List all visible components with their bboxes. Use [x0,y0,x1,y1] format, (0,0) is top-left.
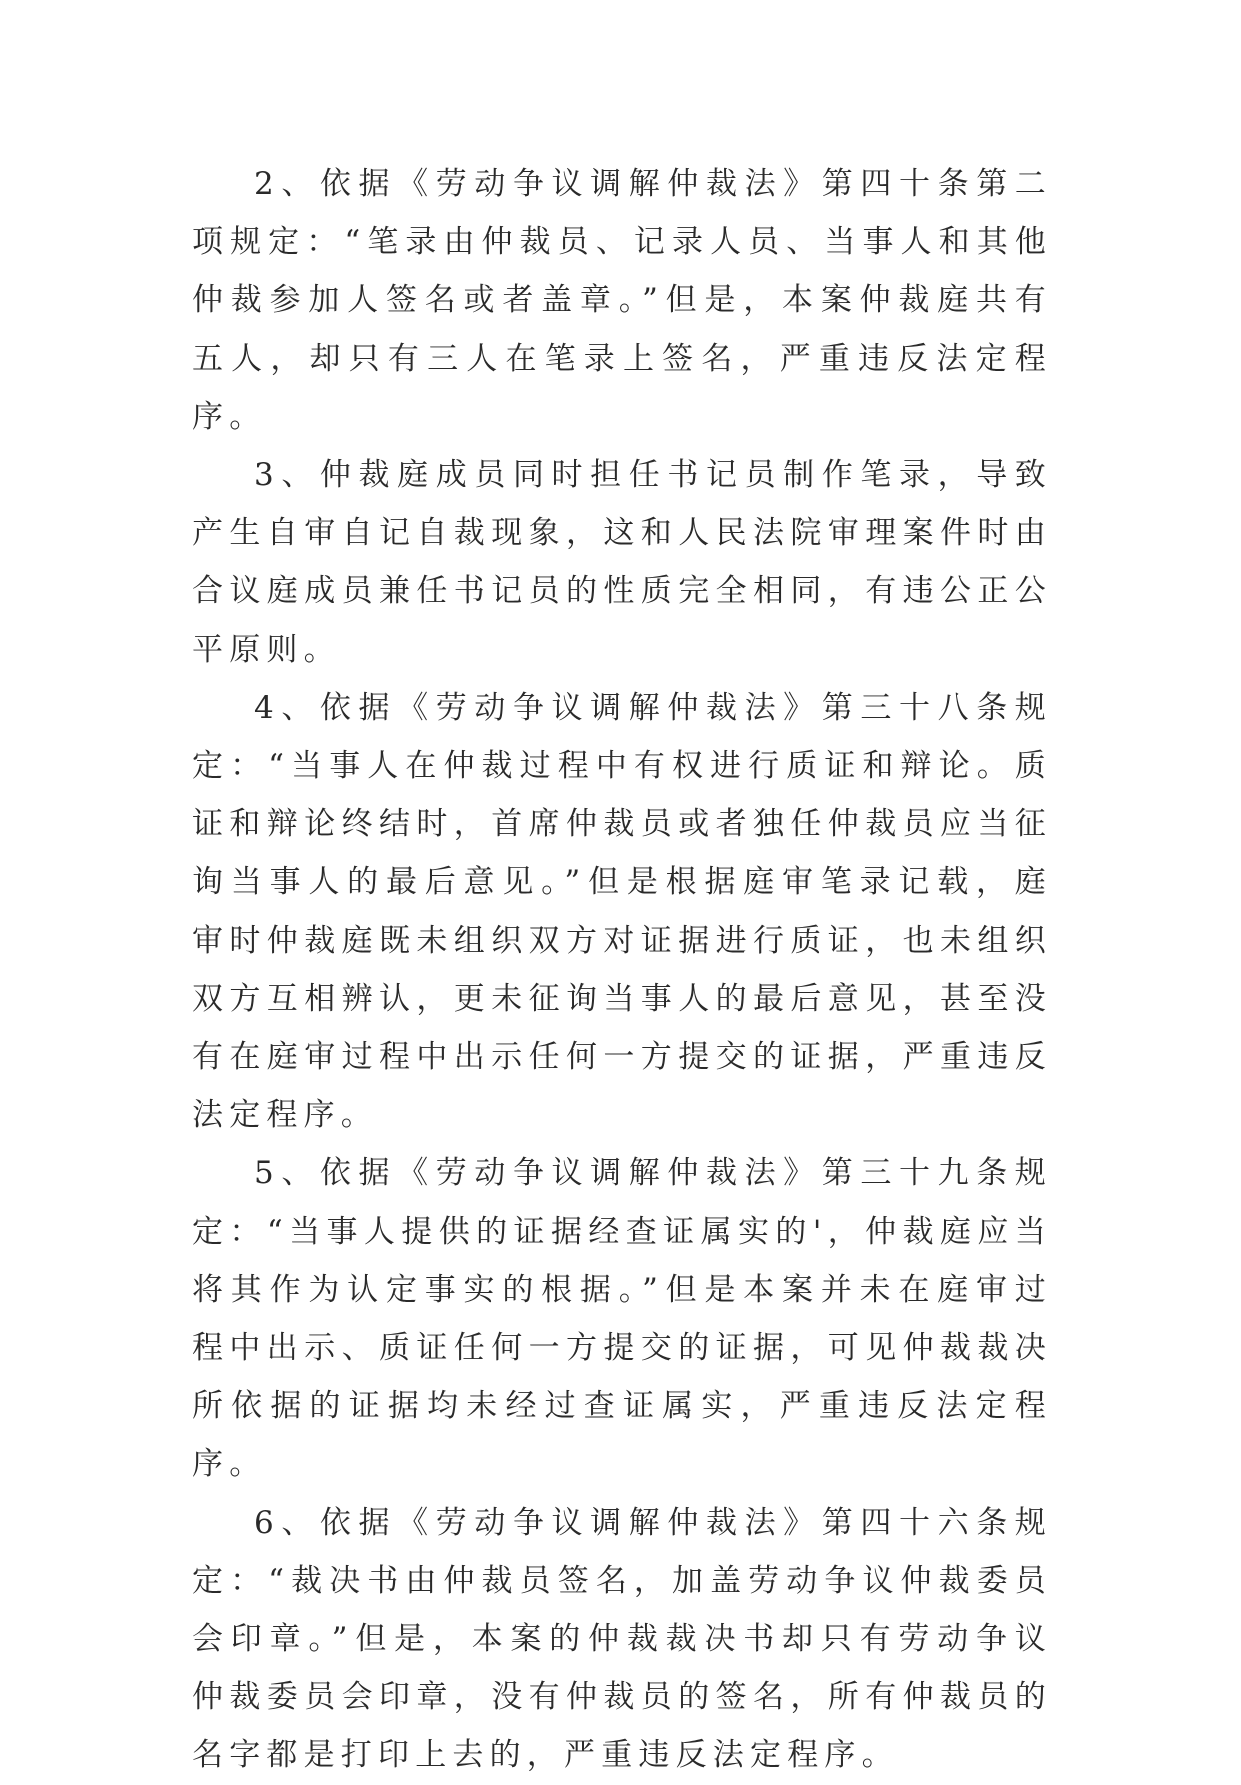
paragraph-item-5: 5、依据《劳动争议调解仲裁法》第三十九条规定：“当事人提供的证据经查证属实的'，仲裁庭应当将其作为认定事实的根据。”但是本案并未在庭审过程中出示、质证任何一方提交的证据，可见仲裁裁决所依据的证据均未经过查证属实，严重违反法定程序。 [192,1155,1052,1483]
paragraph-item-4: 4、依据《劳动争议调解仲裁法》第三十八条规定：“当事人在仲裁过程中有权进行质证和辩论。质证和辩论终结时，首席仲裁员或者独任仲裁员应当征询当事人的最后意见。”但是根据庭审笔录记载，庭审时仲裁庭既未组织双方对证据进行质证，也未组织双方互相辨认，更未征询当事人的最后意见，甚至没有在庭审过程中出示任何一方提交的证据，严重违反法定程序。 [192,689,1052,1134]
paragraph-item-2: 2、依据《劳动争议调解仲裁法》第四十条第二项规定：“笔录由仲裁员、记录人员、当事人和其他仲裁参加人签名或者盖章。”但是，本案仲裁庭共有五人，却只有三人在笔录上签名，严重违反法定程序。 [192,166,1052,435]
paragraph-item-6: 6、依据《劳动争议调解仲裁法》第四十六条规定：“裁决书由仲裁员签名，加盖劳动争议仲裁委员会印章。”但是，本案的仲裁裁决书却只有劳动争议仲裁委员会印章，没有仲裁员的签名，所有仲裁员的名字都是打印上去的，严重违反法定程序。 [192,1504,1052,1774]
document-body [192,155,1052,1785]
paragraph-item-3: 3、仲裁庭成员同时担任书记员制作笔录，导致产生自审自记自裁现象，这和人民法院审理案件时由合议庭成员兼任书记员的性质完全相同，有违公正公平原则。 [192,457,1052,668]
